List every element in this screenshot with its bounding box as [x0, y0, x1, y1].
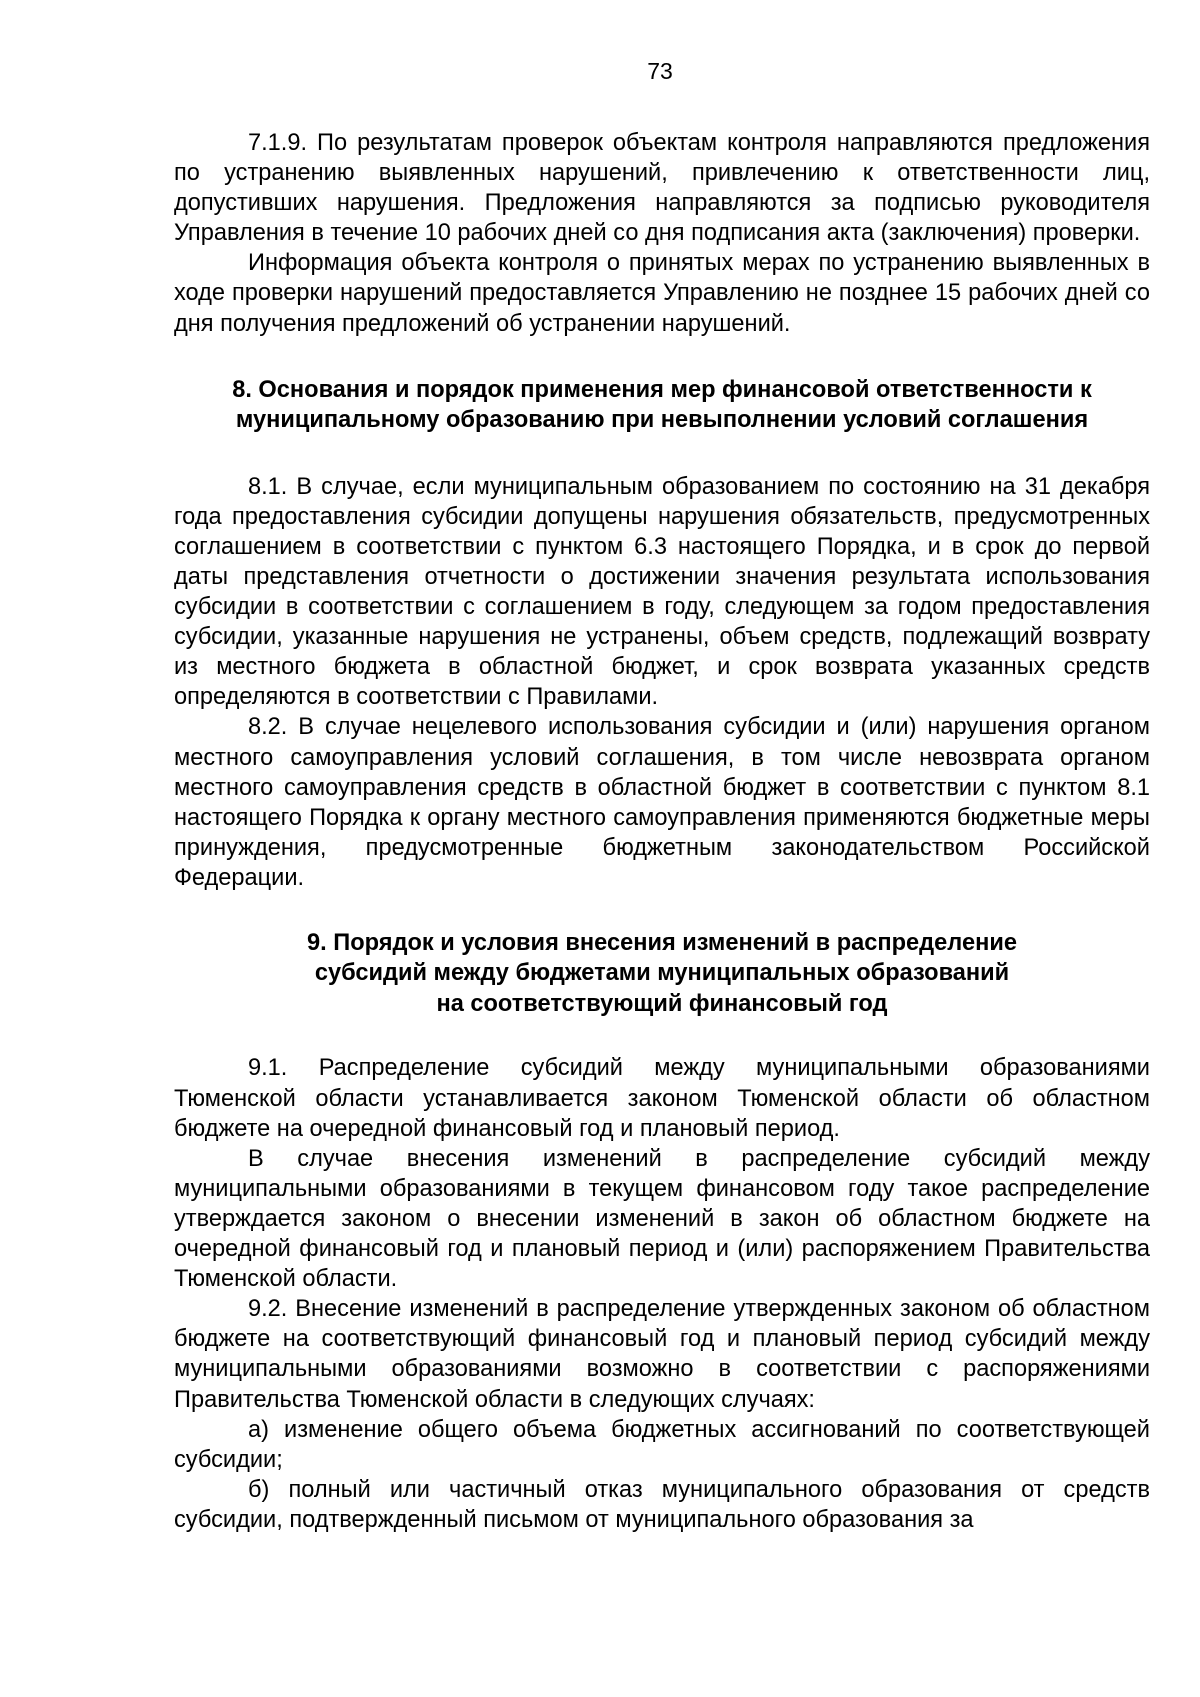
paragraph-9-2-item-b: б) полный или частичный отказ муниципального образования от средств субсидии, подтвержденный письмом от муниципального образования за — [174, 1476, 1150, 1533]
paragraph-9-2: 9.2. Внесение изменений в распределение утвержденных законом об областном бюджете на соответствующий финансовый год и плановый период субсидий между муниципальными образованиями возможно в соответствии с распоряжениями Правительства Тюменской области в следующих случаях: — [174, 1296, 1150, 1413]
paragraph-control-info: Информация объекта контроля о принятых мерах по устранению выявленных в ходе проверки нарушений предоставляется Управлению не позднее 15 рабочих дней со дня получения предложений об устранении нарушений. — [174, 250, 1150, 337]
paragraph-8-2: 8.2. В случае нецелевого использования субсидии и (или) нарушения органом местного самоуправления условий соглашения, в том числе невозврата органом местного самоуправления средств в областной бюджет в соответствии с пунктом 8.1 настоящего Порядка к органу местного самоуправления применяются бюджетные меры принуждения, предусмотренные бюджетным законодательством Российской Федерации. — [174, 714, 1150, 891]
paragraph-9-1: 9.1. Распределение субсидий между муниципальными образованиями Тюменской области устанавливается законом Тюменской области об областном бюджете на очередной финансовый год и плановый период. — [174, 1055, 1150, 1142]
paragraph-9-1-changes: В случае внесения изменений в распределение субсидий между муниципальными образованиями в текущем финансовом году такое распределение утверждается законом о внесении изменений в закон об областном бюджете на очередной финансовый год и плановый период и (или) распоряжением Правительства Тюменской области. — [174, 1145, 1150, 1293]
section-8-heading — [174, 375, 1150, 436]
paragraph-8-1: 8.1. В случае, если муниципальным образованием по состоянию на 31 декабря года предоставления субсидии допущены нарушения обязательств, предусмотренных соглашением в соответствии с пунктом 6.3 настоящего Порядка, и в срок до первой даты представления отчетности о достижении значения результата использования субсидии в соответствии с соглашением в году, следующем за годом предоставления субсидии, указанные нарушения не устранены, объем средств, подлежащий возврату из местного бюджета в областной бюджет, и срок возврата указанных средств определяются в соответствии с Правилами. — [174, 473, 1150, 711]
section-9-heading-line: на соответствующий финансовый год — [436, 990, 888, 1017]
document-body — [174, 128, 1150, 1535]
paragraph-9-2-item-a: а) изменение общего объема бюджетных ассигнований по соответствующей субсидии; — [174, 1416, 1150, 1473]
section-9-heading-line: субсидий между бюджетами муниципальных образований — [314, 960, 1010, 987]
section-9-heading-line: 9. Порядок и условия внесения изменений в распределение — [307, 929, 1017, 956]
paragraph-7-1-9: 7.1.9. По результатам проверок объектам контроля направляются предложения по устранению выявленных нарушений, привлечению к ответственности лиц, допустивших нарушения. Предложения направляются за подписью руководителя Управления в течение 10 рабочих дней со дня подписания акта (заключения) проверки. — [174, 130, 1150, 247]
section-9-heading — [174, 928, 1150, 1020]
section-8-heading-line: 8. Основания и порядок применения мер финансовой ответственности к — [232, 376, 1092, 403]
page-number: 73 — [647, 58, 673, 84]
section-8-heading-line: муниципальному образованию при невыполнении условий соглашения — [235, 407, 1089, 434]
